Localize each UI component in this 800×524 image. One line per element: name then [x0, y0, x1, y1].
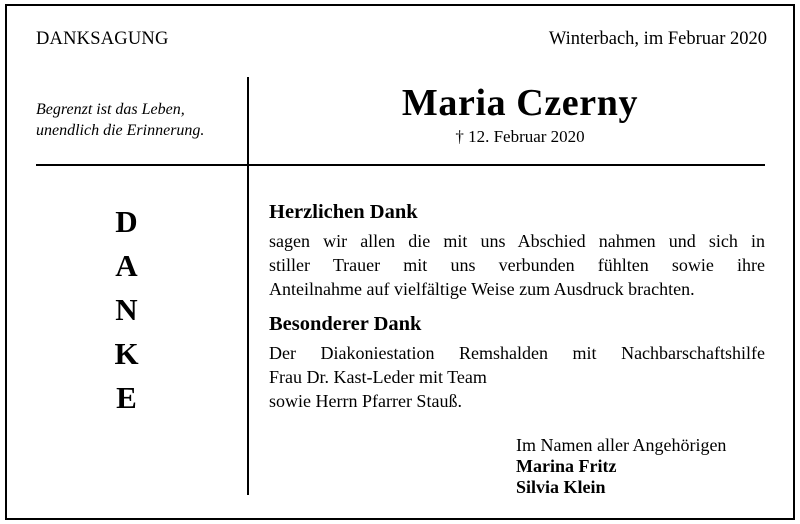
signature-intro: Im Namen aller Angehörigen — [516, 435, 727, 455]
text-line: sowie Herrn Pfarrer Stauß. — [269, 391, 462, 411]
section-text-special-thanks — [269, 341, 765, 413]
horizontal-divider — [36, 164, 765, 166]
signature-block — [516, 435, 726, 498]
section-heading-herzlichen-dank: Herzlichen Dank — [269, 201, 418, 223]
section-text-thanks — [269, 229, 765, 301]
danke-letter: E — [116, 380, 137, 415]
danke-letter: N — [115, 292, 138, 327]
text-line: Anteilnahme auf vielfältige Weise zum Ausdruck brachten. — [269, 279, 695, 299]
text-line: Der Diakoniestation Remshalden mit Nachbarschaftshilfe — [269, 343, 765, 363]
signature-name: Marina Fritz — [516, 456, 617, 476]
memorial-quote — [36, 99, 204, 141]
danke-letter: A — [115, 248, 138, 283]
death-date: † 12. Februar 2020 — [455, 127, 585, 146]
signature-name: Silvia Klein — [516, 477, 606, 497]
section-heading-besonderer-dank: Besonderer Dank — [269, 313, 422, 335]
quote-line-2: unendlich die Erinnerung. — [36, 122, 205, 139]
danke-letter: K — [114, 336, 139, 371]
text-line: stiller Trauer mit uns verbunden fühlten sowie ihre — [269, 255, 765, 275]
place-date: Winterbach, im Februar 2020 — [548, 29, 767, 49]
danke-letter: D — [115, 204, 138, 239]
text-line: Frau Dr. Kast-Leder mit Team — [269, 367, 487, 387]
danke-vertical-word — [36, 200, 217, 420]
quote-line-1: Begrenzt ist das Leben, — [36, 101, 185, 118]
notice-type-label: DANKSAGUNG — [36, 29, 169, 49]
text-line: sagen wir allen die mit uns Abschied nahmen und sich in — [269, 231, 765, 251]
deceased-name: Maria Czerny — [401, 82, 639, 124]
